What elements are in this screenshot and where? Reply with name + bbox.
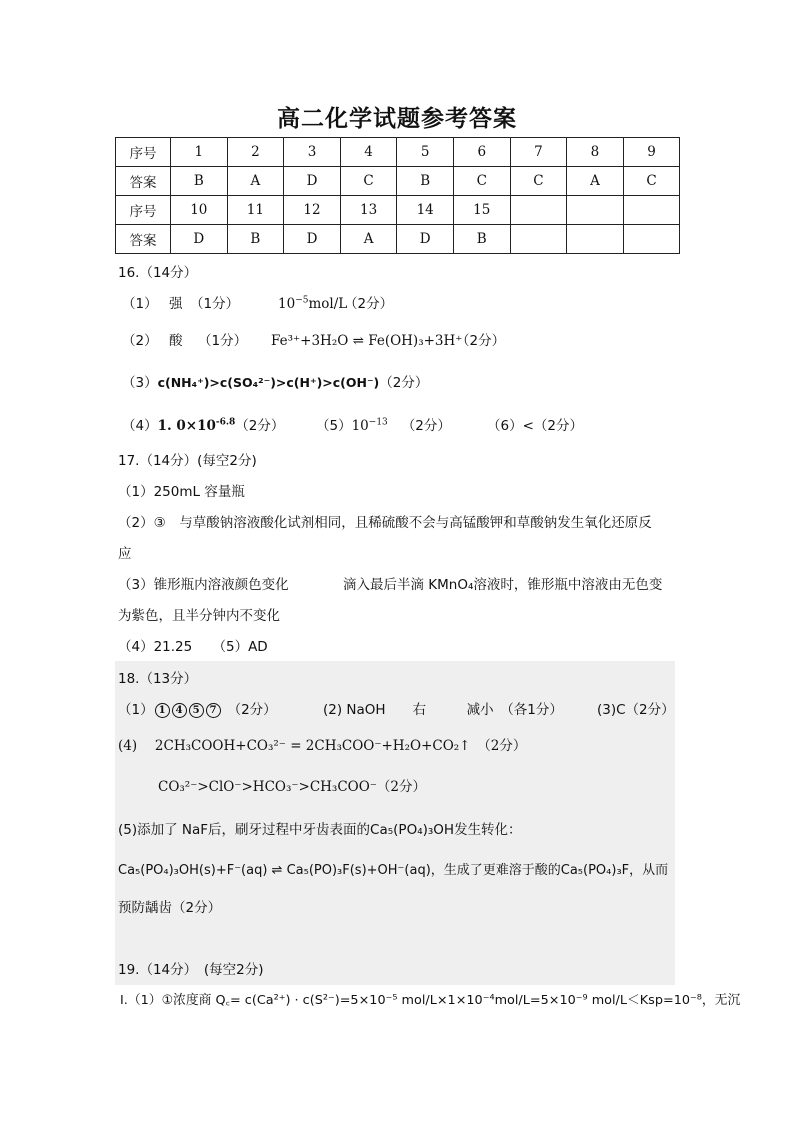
q16-5-points: （2分） (401, 418, 451, 434)
q17-3b: 为紫色，且半分钟内不变化 (118, 608, 280, 624)
table-cell: 1 (171, 138, 228, 167)
table-cell: D (284, 225, 341, 254)
q16-3-num: （3） (122, 375, 158, 391)
q16-3-text: c(NH₄⁺)>c(SO₄²⁻)>c(H⁺)>c(OH⁻) (157, 375, 380, 390)
q16-3-points: （2分） (379, 375, 429, 391)
q18-1-num: （1） (118, 702, 154, 718)
table-cell: C (510, 167, 567, 196)
table-cell: B (397, 167, 454, 196)
q16-2-points: （1分） (198, 333, 248, 349)
q16-1-points-b: （2分） (344, 296, 394, 312)
table-cell: 14 (397, 196, 454, 225)
q16-1-points: （1分） (190, 296, 240, 312)
table-cell: 5 (397, 138, 454, 167)
table-cell: A (227, 167, 284, 196)
q18-4-equation: (4) 2CH₃COOH+CO₃²⁻ = 2CH₃COO⁻+H₂O+CO₂↑ （2分） (118, 738, 527, 754)
table-cell: 6 (453, 138, 510, 167)
q16-2-num: （2） (122, 333, 158, 349)
table-cell: 3 (284, 138, 341, 167)
q17-4: （4）21.25 （5）AD (118, 639, 268, 655)
q16-6-points: （2分） (533, 418, 583, 434)
table-cell: 10 (171, 196, 228, 225)
table-cell (623, 225, 680, 254)
circled-number-icon: 4 (172, 703, 187, 718)
q16-5 (316, 417, 451, 435)
table-cell: 13 (340, 196, 397, 225)
table-cell (623, 196, 680, 225)
circled-number-icon: 1 (155, 703, 170, 718)
table-cell: A (340, 225, 397, 254)
table-cell: D (397, 225, 454, 254)
table-cell: 11 (227, 196, 284, 225)
q18-heading: 18.（13分） (118, 671, 198, 687)
table-cell: B (453, 225, 510, 254)
table-cell (567, 225, 624, 254)
q17-3a1: （3）锥形瓶内溶液颜色变化 (118, 577, 289, 593)
q16-5-exponent: −13 (368, 417, 388, 428)
table-row (116, 167, 680, 196)
table-cell: D (171, 225, 228, 254)
q19-1: Ⅰ.（1）①浓度商 Q꜀= c(Ca²⁺) · c(S²⁻)=5×10⁻⁵ mol/L×1×10⁻⁴mol/L=5×10⁻⁹ mol/L＜Ksp=10⁻⁸，无沉 (120, 993, 741, 1008)
q16-1-unit: mol/L (308, 296, 348, 312)
q16-2-points-b: （2分） (456, 333, 506, 349)
q18-3: (3)C（2分） (597, 702, 675, 718)
q17-2a: （2）③ 与草酸钠溶液酸化试剂相同，且稀硫酸不会与高锰酸钾和草酸钠发生氧化还原反 (118, 515, 652, 531)
q18-5a: (5)添加了 NaF后，刷牙过程中牙齿表面的Ca₅(PO₄)₃OH发生转化： (118, 822, 522, 838)
table-cell: 8 (567, 138, 624, 167)
q16-6-value: < (522, 418, 534, 434)
table-cell: 2 (227, 138, 284, 167)
table-cell: C (623, 167, 680, 196)
q16-3 (122, 374, 428, 392)
q18-1-points: （2分） (227, 702, 277, 718)
q16-2-answer: 酸 (169, 333, 183, 349)
q17-2b: 应 (118, 546, 132, 562)
q16-4-num: （4） (122, 418, 158, 434)
q16-5-base: 10 (351, 418, 369, 434)
q16-heading: 16.（14分） (118, 265, 198, 281)
table-cell: 15 (453, 196, 510, 225)
q16-1-base: 10 (278, 296, 296, 312)
table-cell: 答案 (116, 167, 171, 196)
table-cell: 9 (623, 138, 680, 167)
table-cell (510, 196, 567, 225)
table-cell: 7 (510, 138, 567, 167)
q17-heading: 17.（14分）(每空2分) (118, 453, 257, 469)
table-cell: 4 (340, 138, 397, 167)
table-row (116, 196, 680, 225)
table-cell: 序号 (116, 138, 171, 167)
table-cell (567, 196, 624, 225)
table-cell (510, 225, 567, 254)
q16-1-value (278, 295, 347, 313)
answer-table (115, 137, 680, 254)
q16-6 (487, 417, 583, 435)
q17-3a2: 滴入最后半滴 KMnO₄溶液时，锥形瓶中溶液由无色变 (343, 577, 663, 593)
table-row (116, 225, 680, 254)
q16-1-answer: 强 (169, 296, 183, 312)
table-cell: B (227, 225, 284, 254)
table-cell: D (284, 167, 341, 196)
q16-4-base: 1. 0×10 (157, 418, 216, 434)
q16-1-num: （1） (122, 296, 158, 312)
q19-heading: 19.（14分） (每空2分) (118, 962, 264, 978)
q18-1 (118, 701, 277, 719)
q16-4-points: （2分） (235, 418, 285, 434)
q18-5c: 预防龋齿（2分） (118, 900, 222, 916)
table-cell: C (340, 167, 397, 196)
table-cell: A (567, 167, 624, 196)
table-row (116, 138, 680, 167)
q16-6-num: （6） (487, 418, 523, 434)
q17-1: （1）250mL 容量瓶 (118, 484, 245, 500)
q18-5b: Ca₅(PO₄)₃OH(s)+F⁻(aq) ⇌ Ca₅(PO)₃F(s)+OH⁻(aq)，生成了更难溶于酸的Ca₅(PO₄)₃F，从而 (118, 863, 669, 878)
q16-4-exponent: -6.8 (215, 417, 236, 428)
q16-5-num: （5） (316, 418, 352, 434)
q18-4-order: CO₃²⁻>ClO⁻>HCO₃⁻>CH₃COO⁻（2分） (158, 779, 427, 795)
table-cell: 序号 (116, 196, 171, 225)
table-cell: 答案 (116, 225, 171, 254)
q16-2-equation: Fe³⁺+3H₂O ⇌ Fe(OH)₃+3H⁺ (271, 333, 463, 349)
table-cell: 12 (284, 196, 341, 225)
table-cell: B (171, 167, 228, 196)
table-cell: C (453, 167, 510, 196)
circled-number-icon: 5 (189, 703, 204, 718)
q16-1-exponent: −5 (295, 295, 309, 306)
q16-4 (122, 417, 284, 435)
circled-number-icon: 7 (206, 703, 221, 718)
q18-2: (2) NaOH 右 减小 （各1分） (323, 702, 563, 718)
page-title: 高二化学试题参考答案 (277, 106, 517, 132)
